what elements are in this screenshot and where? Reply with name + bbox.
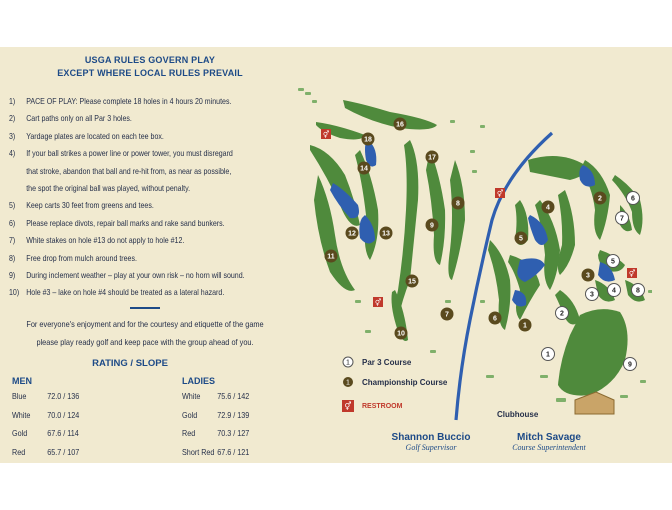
tee-name: Gold <box>12 429 28 438</box>
rule-item <box>9 284 258 301</box>
svg-text:⚥: ⚥ <box>496 190 504 198</box>
rule-item <box>9 145 258 162</box>
rule-number: 2) <box>9 114 16 124</box>
par3-hole-number: 9 <box>628 361 632 369</box>
tee-name: White <box>12 410 31 420</box>
etiquette-line2: please play ready golf and keep pace with the group ahead of you. <box>36 338 254 347</box>
championship-hole-number: 12 <box>348 230 356 238</box>
rating-slope-title: RATING / SLOPE <box>92 358 168 369</box>
restroom-icon <box>321 129 331 139</box>
par3-hole-number: 8 <box>636 287 640 295</box>
ladies-header: LADIES <box>182 376 216 386</box>
championship-hole-number: 5 <box>519 235 523 243</box>
svg-text:⚥: ⚥ <box>374 299 382 307</box>
championship-hole-number: 10 <box>397 330 405 338</box>
par3-hole-number: 6 <box>631 195 635 203</box>
men-header: MEN <box>12 376 32 386</box>
rule-continuation <box>9 180 258 197</box>
championship-hole-number: 7 <box>445 311 449 319</box>
championship-hole-number: 18 <box>364 136 372 144</box>
championship-hole-number: 3 <box>586 272 590 280</box>
svg-text:⚥: ⚥ <box>322 131 330 139</box>
rule-text: If your ball strikes a power line or power tower, you must disregard <box>26 149 233 159</box>
championship-hole-marker <box>394 118 407 131</box>
rule-text: Yardage plates are located on each tee box. <box>26 131 164 141</box>
rating-slope-value: 72.0 / 136 <box>47 392 80 401</box>
championship-hole-number: 13 <box>382 230 390 238</box>
tee-name: Red <box>182 429 196 438</box>
rule-number: 1) <box>9 97 16 106</box>
superintendent-role: Course Superintendent <box>512 443 586 452</box>
tee-name: Blue <box>12 392 27 401</box>
signature-golf-supervisor <box>376 432 486 452</box>
par3-hole-marker <box>624 358 637 371</box>
rule-text: PACE OF PLAY: Please complete 18 holes in 4 hours 20 minutes. <box>26 97 232 106</box>
tee-name: Red <box>12 447 26 457</box>
section-divider <box>130 307 160 309</box>
rule-item <box>9 267 258 284</box>
rules-header-line1: USGA RULES GOVERN PLAY <box>84 55 216 65</box>
rule-text: White stakes on hole #13 do not apply to hole #12. <box>26 236 185 246</box>
tee-name: White <box>182 392 201 401</box>
rule-text: Please replace divots, repair ball marks and rake sand bunkers. <box>26 218 225 228</box>
championship-hole-marker <box>362 133 375 146</box>
championship-hole-marker <box>395 327 408 340</box>
etiquette-line1: For everyone's enjoyment and for the courtesy and etiquette of the game <box>26 320 264 329</box>
championship-hole-number: 2 <box>598 195 602 203</box>
championship-hole-number: 17 <box>428 154 436 162</box>
rule-text: Hole #3 – lake on hole #4 should be treated as a lateral hazard. <box>26 288 225 298</box>
par3-hole-number: 1 <box>546 351 550 359</box>
par3-hole-number: 4 <box>612 287 616 295</box>
rule-item <box>9 93 258 110</box>
par3-hole-marker <box>616 212 629 225</box>
par3-hole-marker <box>632 284 645 297</box>
rule-item <box>9 110 258 127</box>
championship-hole-marker <box>594 192 607 205</box>
rule-text: During inclement weather – play at your own risk – no horn will sound. <box>26 270 245 280</box>
rule-text: the spot the original ball was played, without penalty. <box>26 183 191 193</box>
rule-continuation <box>9 163 258 180</box>
championship-hole-marker <box>346 227 359 240</box>
championship-legend-label: Championship Course <box>362 378 448 387</box>
par3-hole-marker <box>608 284 621 297</box>
rating-slope-value: 65.7 / 107 <box>47 447 80 457</box>
rule-number: 8) <box>9 253 16 263</box>
svg-text:⚥: ⚥ <box>628 270 636 278</box>
championship-hole-number: 9 <box>430 222 434 230</box>
supervisor-name: Shannon Buccio <box>391 432 471 443</box>
supervisor-role: Golf Supervisor <box>405 443 457 452</box>
rule-item <box>9 232 258 249</box>
rule-text: Free drop from mulch around trees. <box>26 253 137 263</box>
championship-hole-marker <box>582 269 595 282</box>
course-map <box>280 60 652 460</box>
rating-slope-value: 70.0 / 124 <box>47 410 80 420</box>
championship-hole-number: 1 <box>523 322 527 330</box>
championship-hole-marker <box>426 151 439 164</box>
rule-item <box>9 128 258 145</box>
championship-hole-marker <box>519 319 532 332</box>
rule-number: 3) <box>9 131 16 141</box>
par3-legend-label: Par 3 Course <box>362 358 412 367</box>
par3-hole-number: 3 <box>590 291 594 299</box>
svg-text:1: 1 <box>346 379 350 387</box>
restroom-icon <box>495 188 505 198</box>
championship-hole-marker <box>358 162 371 175</box>
championship-hole-number: 15 <box>408 278 416 286</box>
rule-number: 6) <box>9 218 16 228</box>
championship-hole-number: 6 <box>493 315 497 323</box>
rating-slope-value: 67.6 / 114 <box>47 429 79 438</box>
championship-legend-icon <box>342 376 354 388</box>
par3-hole-marker <box>627 192 640 205</box>
championship-hole-number: 4 <box>546 204 550 212</box>
rule-number: 9) <box>9 270 16 280</box>
championship-hole-marker <box>452 197 465 210</box>
restroom-icon <box>373 297 383 307</box>
rating-slope-value: 70.3 / 127 <box>217 429 250 438</box>
par3-legend-icon <box>342 356 354 368</box>
rating-slope-value: 72.9 / 139 <box>217 410 250 420</box>
rule-item <box>9 250 258 267</box>
par3-hole-number: 7 <box>620 215 624 223</box>
svg-text:⚥: ⚥ <box>344 402 352 411</box>
par3-hole-number: 2 <box>560 310 564 318</box>
fairway-shapes <box>310 100 465 341</box>
rule-number: 5) <box>9 201 16 211</box>
signature-superintendent <box>494 432 604 452</box>
rule-item <box>9 215 258 232</box>
rule-number: 10) <box>9 288 20 298</box>
par3-hole-number: 5 <box>611 258 615 266</box>
championship-hole-number: 8 <box>456 200 460 208</box>
par3-hole-marker <box>556 307 569 320</box>
rating-slope-value: 75.6 / 142 <box>217 392 250 401</box>
rule-number: 4) <box>9 149 16 159</box>
championship-hole-marker <box>325 250 338 263</box>
championship-hole-marker <box>380 227 393 240</box>
championship-hole-marker <box>489 312 502 325</box>
championship-hole-number: 16 <box>396 121 404 129</box>
championship-hole-number: 14 <box>360 165 368 173</box>
clubhouse-label: Clubhouse <box>497 410 539 419</box>
restroom-legend-icon <box>342 400 354 412</box>
tee-name: Short Red <box>182 447 215 457</box>
rating-slope-value: 67.6 / 121 <box>217 447 250 457</box>
championship-hole-marker <box>542 201 555 214</box>
championship-hole-marker <box>406 275 419 288</box>
local-rules-list <box>9 93 299 302</box>
par3-hole-marker <box>542 348 555 361</box>
superintendent-name: Mitch Savage <box>517 432 581 443</box>
championship-hole-marker <box>515 232 528 245</box>
championship-hole-marker <box>441 308 454 321</box>
rule-item <box>9 197 258 214</box>
championship-hole-marker <box>426 219 439 232</box>
rule-text: Keep carts 30 feet from greens and tees. <box>26 201 154 211</box>
tee-name: Gold <box>182 410 198 420</box>
rules-header-line2: EXCEPT WHERE LOCAL RULES PREVAIL <box>57 68 243 78</box>
rule-text: that stroke, abandon that ball and re-hit from, as near as possible, <box>26 166 232 176</box>
svg-text:1: 1 <box>346 359 350 367</box>
rule-text: Cart paths only on all Par 3 holes. <box>26 114 132 124</box>
restroom-icon <box>627 268 637 278</box>
par3-hole-marker <box>586 288 599 301</box>
rule-number: 7) <box>9 236 16 246</box>
restroom-legend-label: RESTROOM <box>362 403 403 410</box>
championship-hole-number: 11 <box>327 253 335 261</box>
par3-hole-marker <box>607 255 620 268</box>
